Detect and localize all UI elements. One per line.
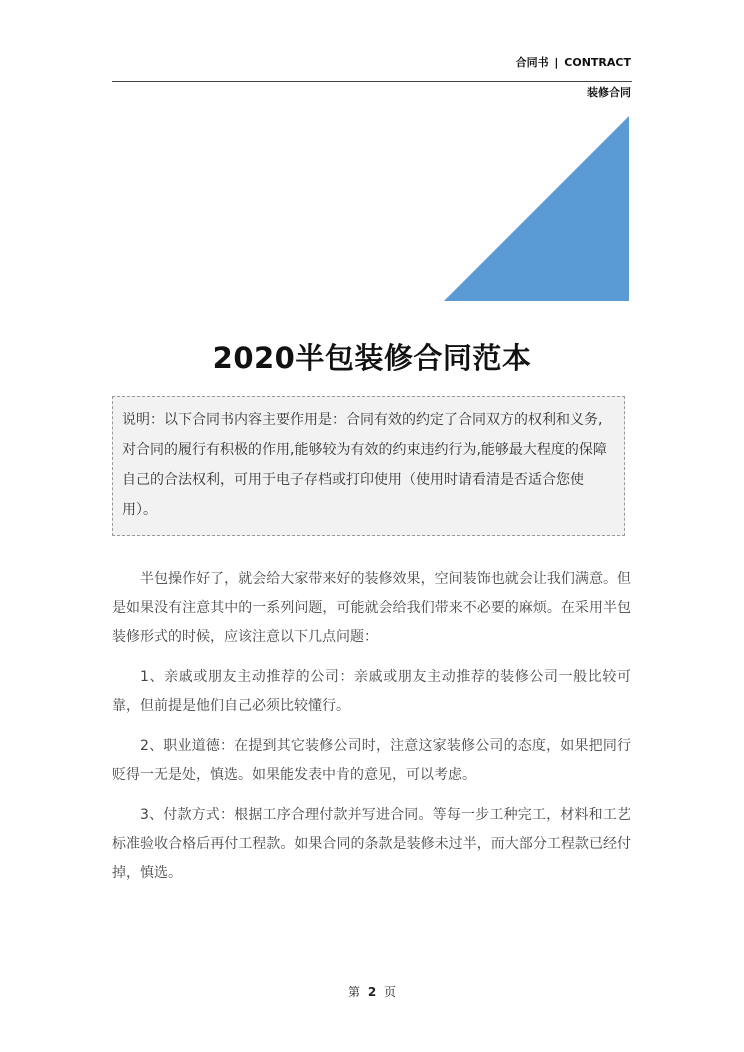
note-box: 说明：以下合同书内容主要作用是：合同有效的约定了合同双方的权利和义务,对合同的履行有积极的作用,能够较为有效的约束违约行为,能够最大程度的保障自己的合法权利，可用于电子存档或打印使用（使用时请看清是否适合您使用）。 xyxy=(112,396,625,536)
header-label: 合同书 xyxy=(515,56,549,69)
item-3-paragraph: 3、付款方式：根据工序合理付款并写进合同。等每一步工种完工，材料和工艺标准验收合格后再付工程款。如果合同的条款是装修未过半，而大部分工程款已经付掉，慎选。 xyxy=(112,807,631,881)
item-2-paragraph: 2、职业道德：在提到其它装修公司时，注意这家装修公司的态度，如果把同行贬得一无是处，慎选。如果能发表中肯的意见，可以考虑。 xyxy=(112,738,631,783)
footer-prefix: 第 xyxy=(347,985,360,999)
header-english: CONTRACT xyxy=(564,56,631,69)
footer-suffix: 页 xyxy=(384,985,397,999)
header-tag xyxy=(516,54,631,70)
triangle-shape xyxy=(444,116,629,301)
body-text xyxy=(112,565,631,888)
page-footer xyxy=(0,983,744,1000)
header-subtitle: 装修合同 xyxy=(587,86,631,99)
page-number: 2 xyxy=(367,985,377,999)
header-separator: | xyxy=(554,56,559,69)
item-1-paragraph: 1、亲戚或朋友主动推荐的公司：亲戚或朋友主动推荐的装修公司一般比较可靠，但前提是他们自己必须比较懂行。 xyxy=(112,669,631,714)
decorative-triangle xyxy=(444,116,629,301)
intro-paragraph: 半包操作好了，就会给大家带来好的装修效果，空间装饰也就会让我们满意。但是如果没有注意其中的一系列问题，可能就会给我们带来不必要的麻烦。在采用半包装修形式的时候，应该注意以下几点问题： xyxy=(112,571,631,645)
header-rule xyxy=(112,81,632,82)
document-title: 2020半包装修合同范本 xyxy=(212,341,532,375)
